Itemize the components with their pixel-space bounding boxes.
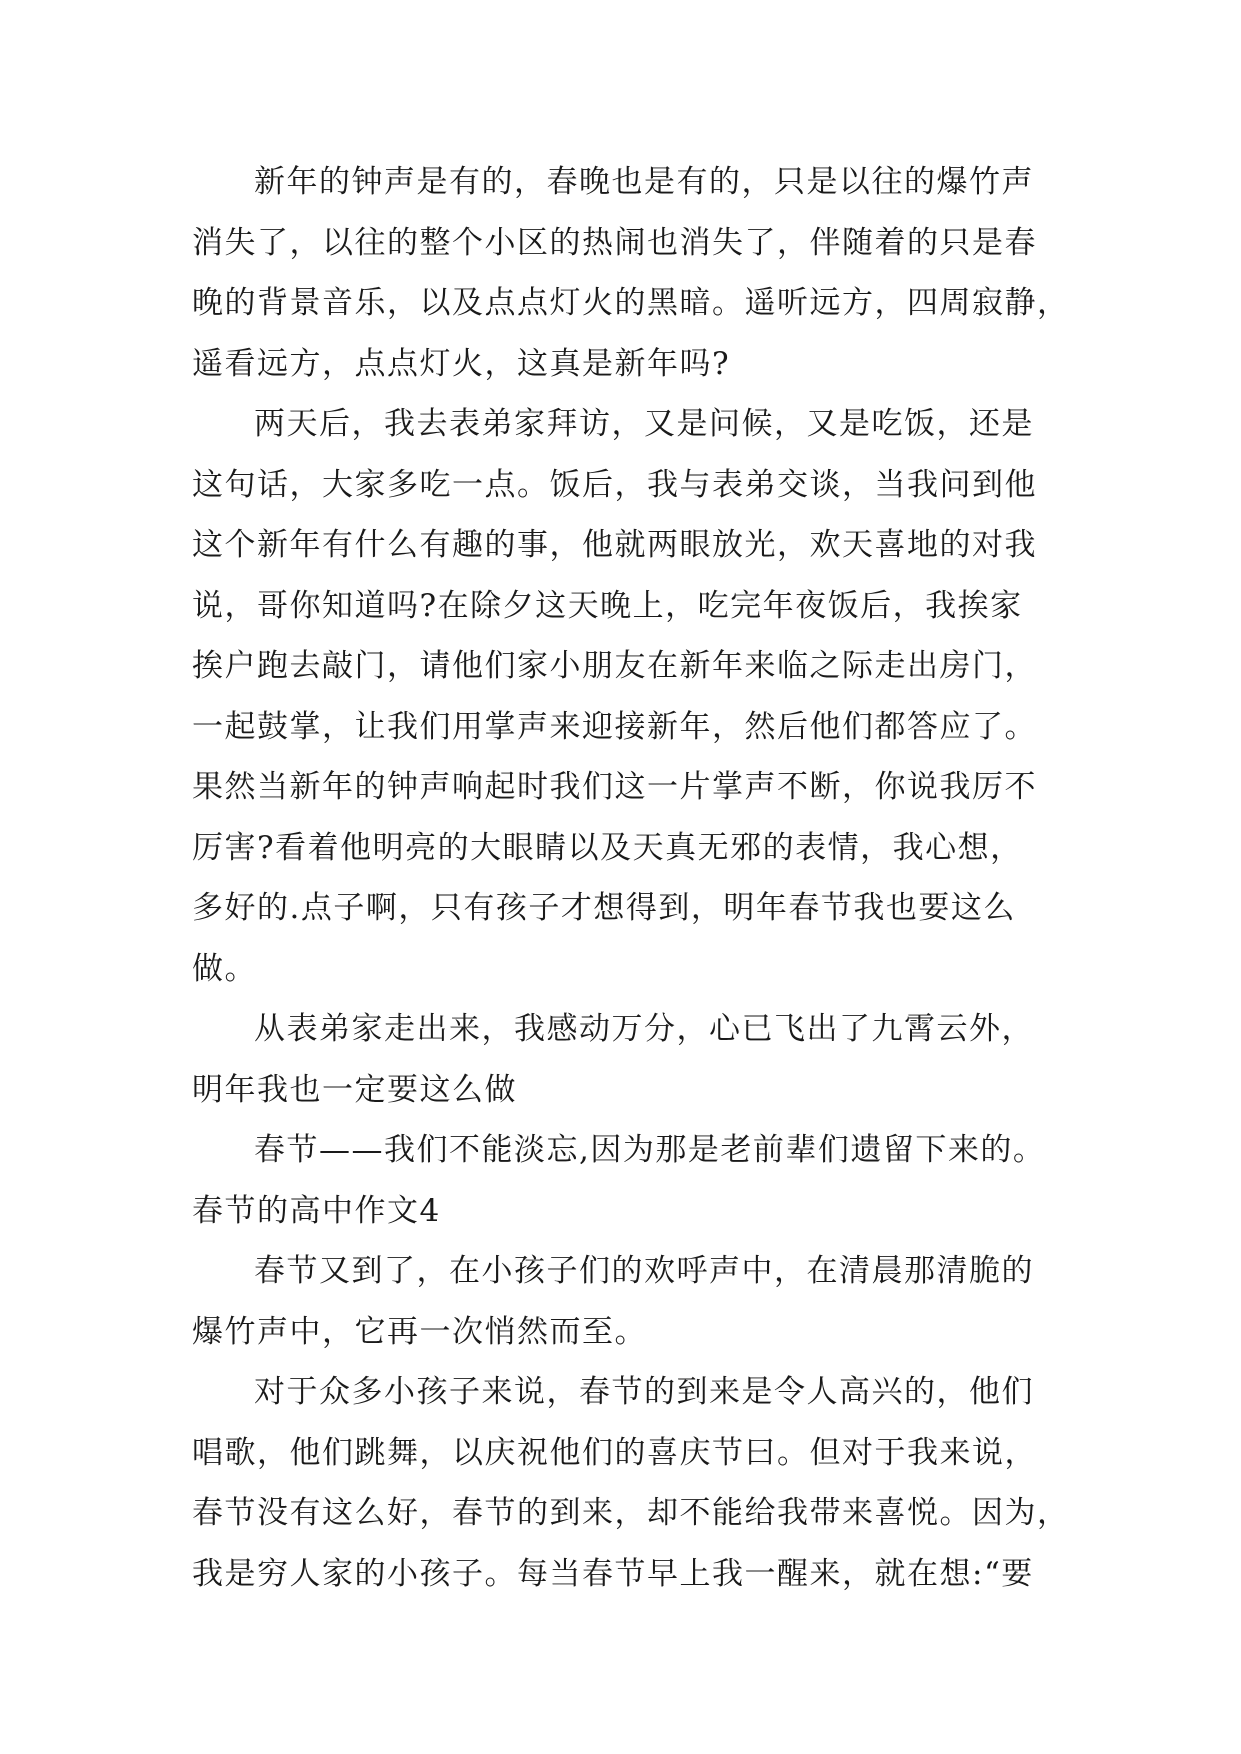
- text-line: 春节——我们不能淡忘,因为那是老前辈们遗留下来的。: [254, 1132, 1046, 1168]
- text-line: 挨户跑去敲门，请他们家小朋友在新年来临之际走出房门，: [192, 648, 1037, 684]
- text-line: 我是穷人家的小孩子。每当春节早上我一醒来，就在想:“要: [192, 1555, 1034, 1592]
- text-line: 两天后，我去表弟家拜访，又是问候，又是吃饭，还是: [254, 406, 1034, 442]
- text-line: 说，哥你知道吗?在除夕这天晚上，吃完年夜饭后，我挨家: [192, 587, 1023, 624]
- text-line: 春节又到了，在小孩子们的欢呼声中，在清晨那清脆的: [254, 1253, 1034, 1289]
- text-line: 这个新年有什么有趣的事，他就两眼放光，欢天喜地的对我: [192, 527, 1037, 563]
- text-line: 春节的高中作文4: [192, 1192, 441, 1229]
- text-line: 遥看远方，点点灯火，这真是新年吗?: [192, 345, 731, 382]
- text-line: 对于众多小孩子来说，春节的到来是令人高兴的，他们: [254, 1374, 1034, 1410]
- text-line: 新年的钟声是有的，春晚也是有的，只是以往的爆竹声: [254, 164, 1034, 200]
- document-page: [192, 152, 1072, 1604]
- text-line: 从表弟家走出来，我感动万分，心已飞出了九霄云外，: [254, 1011, 1034, 1047]
- text-line: 一起鼓掌，让我们用掌声来迎接新年，然后他们都答应了。: [192, 708, 1037, 745]
- text-line: 明年我也一定要这么做: [192, 1071, 517, 1108]
- text-line: 晚的背景音乐，以及点点灯火的黑暗。遥听远方，四周寂静，: [192, 285, 1070, 321]
- text-line: 做。: [192, 950, 257, 987]
- text-line: 春节没有这么好，春节的到来，却不能给我带来喜悦。因为，: [192, 1495, 1070, 1531]
- text-line: 厉害?看着他明亮的大眼睛以及天真无邪的表情，我心想，: [192, 829, 1023, 866]
- text-line: 消失了，以往的整个小区的热闹也消失了，伴随着的只是春: [192, 224, 1037, 261]
- text-line: 果然当新年的钟声响起时我们这一片掌声不断，你说我厉不: [192, 769, 1037, 805]
- text-line: 唱歌，他们跳舞，以庆祝他们的喜庆节曰。但对于我来说，: [192, 1434, 1037, 1471]
- text-line: 爆竹声中，它再一次悄然而至。: [192, 1313, 647, 1350]
- text-line: 多好的.点子啊，只有孩子才想得到，明年春节我也要这么: [192, 890, 1016, 926]
- text-line: 这句话，大家多吃一点。饭后，我与表弟交谈，当我问到他: [192, 466, 1037, 503]
